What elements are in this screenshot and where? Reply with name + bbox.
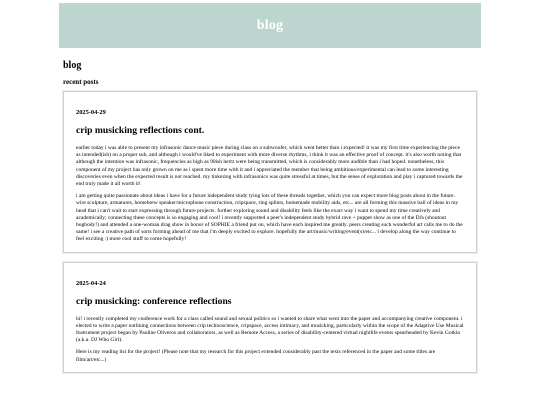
post-title[interactable]: crip musicking: conference reflections [76,295,232,307]
site-title[interactable]: blog [256,17,284,33]
post-card [63,91,477,253]
recent-posts-heading: recent posts [63,78,99,86]
header-banner [59,3,481,48]
post-title[interactable]: crip musicking reflections cont. [76,125,205,136]
post-date: 2025-04-29 [76,109,106,116]
post-paragraph: Here is my reading list for the project! (Please note that my research for this project extended considerably past the texts referenced in the paper and some titles are film/art/etc...) [76,349,436,363]
post-paragraph: earlier today i was able to present my infrasonic dance music piece during class on a subwoofer, which went better than i expected! it was my first time experiencing the piece as intended(ish) on a proper sub, and although i would've liked to experiment with more diverse rhythms, i think it was an effective proof of concept. it's also worth noting that although the intention was infrasonic, frequencies as high as 90ish hertz were being transmitted, which is considerably more audible than i had hoped. nonetheless, this component of my project has only grown on me as i spent more time with it and i appreciated the member that being ambitious/experimental can lead to some interesting discoveries even when the expected result is not reached. my tinkering with infrasonics was quite stressful at times, but the sense of exploration and play i captured towards the end truly made it all worth it! [76,145,463,188]
post-paragraph: i am getting quite passionate about ideas i have for a future independent study tying lots of these threads together, which you can expect more blog posts about in the future. wire sculpture, armatures, homebrew speaker/microphone construction, cripspace, ring splints, homemade mobility aids, etc... are all forming this massive ball of ideas in my head that i can't wait to start expressing through future projects. further exploring sound and disability feels like the exact way i want to spend my time creatively and academically; connecting these concepts is so engaging and cool! i recently supported a peer's independent study hybrid rave + puppet show as one of the DJs (shoutout bogbody!) and attended a one-woman drag show in honor of SOPHIE a friend put on, which have each inspired me greatly. peers creating such wonderful art calls me to do the same! i see a creative path of sorts forming ahead of me that i'm deeply excited to explore. hopefully the art/music/writing/event(s)/etc... i develop along the way continue to feel exciting :) more cool stuff to come hopefully! [76,193,463,243]
page-title: blog [63,60,82,71]
post-paragraph: hi! i recently completed my conference work for a class called sound and sexual politics so i wanted to share what went into the paper and accompanying creative component. i elected to write a paper outlining connections between crip technoscience, cripspace, access intimacy, and musicking, particularly within the scope of the Adaptive Use Musical Instrument project began by Pauline Oliveros and collaborators, as well as Remote Access, a series of disability-centered virtual nightlife events spearheaded by Kevin Gotkin (a.k.a. DJ Who Girl). [76,315,464,344]
post-card [63,262,477,373]
page-container [59,3,481,373]
post-date: 2025-04-24 [76,279,106,287]
